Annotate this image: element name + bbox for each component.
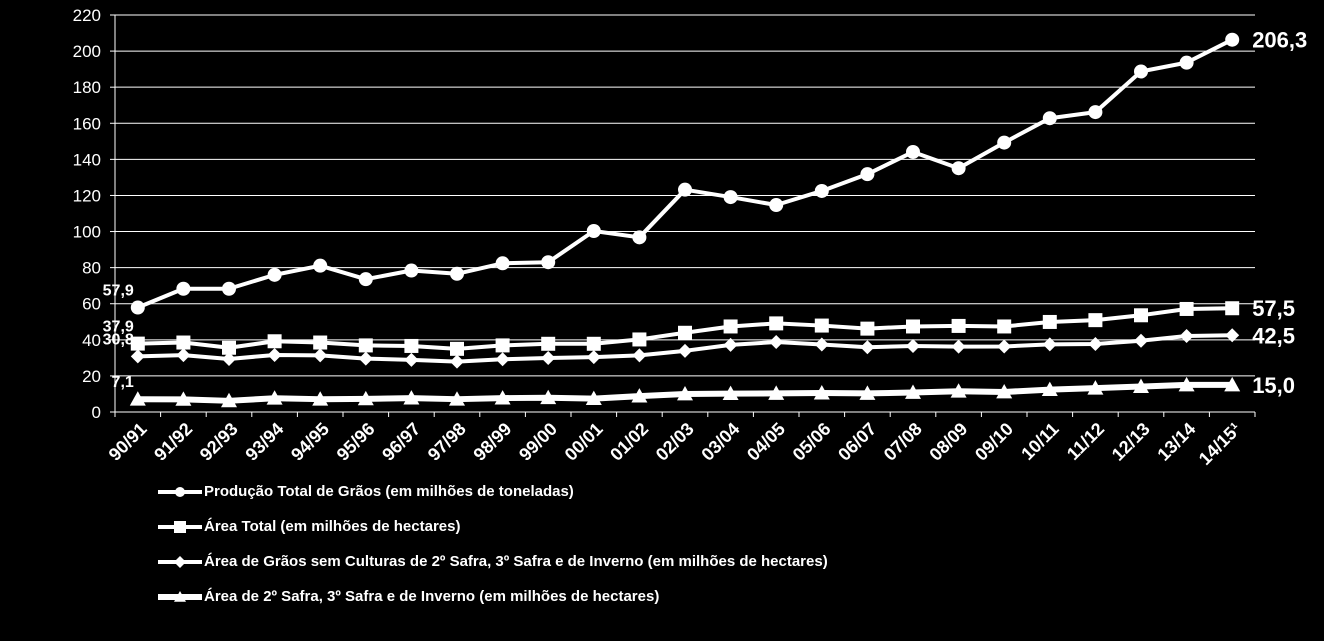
y-tick-label: 200 bbox=[72, 42, 101, 62]
data-point-square bbox=[313, 336, 327, 350]
start-value-label: 30,8 bbox=[102, 331, 134, 349]
data-point-diamond bbox=[313, 348, 327, 362]
data-point-diamond bbox=[174, 556, 186, 568]
data-point-square bbox=[404, 339, 418, 353]
x-tick-label: 09/10 bbox=[971, 418, 1018, 465]
x-tick-label: 01/02 bbox=[606, 418, 653, 465]
data-point-circle bbox=[906, 145, 920, 159]
data-point-circle bbox=[724, 190, 738, 204]
data-point-circle bbox=[496, 256, 510, 270]
data-point-diamond bbox=[1134, 334, 1148, 348]
data-point-diamond bbox=[268, 348, 282, 362]
data-point-square bbox=[268, 334, 282, 348]
series-4 bbox=[130, 377, 1240, 407]
data-point-circle bbox=[815, 184, 829, 198]
data-point-square bbox=[359, 338, 373, 352]
x-tick-label: 13/14 bbox=[1153, 418, 1200, 465]
data-point-circle bbox=[1180, 56, 1194, 70]
data-point-circle bbox=[404, 264, 418, 278]
data-point-diamond bbox=[632, 348, 646, 362]
x-tick-label: 91/92 bbox=[150, 418, 197, 465]
x-tick-label: 12/13 bbox=[1107, 418, 1154, 465]
data-point-diamond bbox=[769, 335, 783, 349]
data-point-circle bbox=[997, 136, 1011, 150]
x-tick-label: 95/96 bbox=[332, 418, 379, 465]
y-tick-label: 140 bbox=[72, 150, 101, 170]
data-point-circle bbox=[587, 224, 601, 238]
data-point-square bbox=[860, 322, 874, 336]
data-point-square bbox=[1180, 302, 1194, 316]
start-value-label: 57,9 bbox=[102, 282, 134, 300]
y-tick-label: 160 bbox=[72, 114, 101, 134]
x-tick-label: 92/93 bbox=[195, 418, 242, 465]
x-tick-label: 10/11 bbox=[1017, 418, 1063, 464]
data-point-square bbox=[1225, 301, 1239, 315]
data-point-square bbox=[952, 319, 966, 333]
data-point-square bbox=[176, 336, 190, 350]
end-value-label: 206,3 bbox=[1252, 27, 1308, 53]
data-point-diamond bbox=[1088, 337, 1102, 351]
x-tick-label: 99/00 bbox=[515, 418, 562, 465]
start-value-label: 7,1 bbox=[111, 374, 134, 392]
y-tick-label: 0 bbox=[91, 403, 101, 422]
data-point-square bbox=[1043, 315, 1057, 329]
x-tick-label: 03/04 bbox=[697, 418, 744, 465]
data-point-circle bbox=[632, 230, 646, 244]
legend bbox=[158, 474, 828, 614]
x-tick-label: 90/91 bbox=[104, 418, 151, 465]
legend-swatch bbox=[158, 482, 202, 502]
y-tick-label: 20 bbox=[82, 366, 101, 386]
legend-item bbox=[158, 544, 828, 579]
legend-swatch bbox=[158, 587, 202, 607]
data-point-diamond bbox=[997, 339, 1011, 353]
data-point-circle bbox=[222, 282, 236, 296]
y-tick-label: 40 bbox=[82, 330, 101, 350]
x-tick-label: 04/05 bbox=[743, 418, 790, 465]
x-tick-label: 08/09 bbox=[925, 418, 972, 465]
y-tick-label: 80 bbox=[82, 258, 101, 278]
data-point-square bbox=[632, 332, 646, 346]
data-point-diamond bbox=[587, 350, 601, 364]
data-point-circle bbox=[1225, 33, 1239, 47]
data-point-diamond bbox=[450, 355, 464, 369]
y-tick-label: 100 bbox=[72, 222, 101, 242]
legend-swatch bbox=[158, 517, 202, 537]
legend-label: Área Total (em milhões de hectares) bbox=[204, 518, 461, 535]
data-point-square bbox=[1134, 308, 1148, 322]
data-point-circle bbox=[952, 161, 966, 175]
data-point-diamond bbox=[541, 351, 555, 365]
data-point-circle bbox=[175, 487, 185, 497]
x-tick-label: 98/99 bbox=[469, 418, 516, 465]
data-point-square bbox=[678, 326, 692, 340]
data-point-diamond bbox=[952, 340, 966, 354]
data-point-square bbox=[1088, 313, 1102, 327]
data-point-circle bbox=[176, 282, 190, 296]
data-point-circle bbox=[1134, 64, 1148, 78]
data-point-circle bbox=[678, 183, 692, 197]
x-tick-label: 96/97 bbox=[378, 418, 425, 465]
data-point-square bbox=[450, 342, 464, 356]
data-point-diamond bbox=[176, 348, 190, 362]
x-tick-label: 93/94 bbox=[241, 418, 288, 465]
legend-item bbox=[158, 509, 828, 544]
y-tick-label: 120 bbox=[72, 186, 101, 206]
series-1 bbox=[131, 33, 1239, 315]
legend-label: Área de Grãos sem Culturas de 2º Safra, 3º Safra e de Inverno (em milhões de hectares) bbox=[204, 553, 828, 570]
end-value-label: 15,0 bbox=[1252, 372, 1296, 398]
x-tick-label: 07/08 bbox=[879, 418, 926, 465]
data-point-square bbox=[769, 316, 783, 330]
legend-label: Produção Total de Grãos (em milhões de toneladas) bbox=[204, 483, 574, 500]
data-point-square bbox=[815, 319, 829, 333]
y-tick-label: 220 bbox=[72, 6, 101, 25]
end-value-label: 57,5 bbox=[1252, 296, 1296, 322]
x-tick-label: 06/07 bbox=[834, 418, 881, 465]
data-point-diamond bbox=[496, 352, 510, 366]
legend-item bbox=[158, 579, 828, 614]
data-point-circle bbox=[541, 255, 555, 269]
x-tick-label: 00/01 bbox=[560, 418, 607, 465]
data-point-circle bbox=[313, 259, 327, 273]
data-point-square bbox=[724, 319, 738, 333]
legend-item bbox=[158, 474, 828, 509]
data-point-circle bbox=[359, 272, 373, 286]
start-value-label: 37,9 bbox=[102, 318, 134, 336]
x-tick-label: 97/98 bbox=[423, 418, 470, 465]
y-tick-label: 60 bbox=[82, 294, 101, 314]
data-point-circle bbox=[268, 268, 282, 282]
data-point-circle bbox=[131, 301, 145, 315]
data-point-diamond bbox=[678, 344, 692, 358]
x-tick-label: 94/95 bbox=[287, 418, 334, 465]
x-tick-label: 11/12 bbox=[1062, 418, 1109, 464]
data-point-square bbox=[496, 338, 510, 352]
data-point-circle bbox=[860, 167, 874, 181]
data-point-diamond bbox=[1180, 329, 1194, 343]
data-point-diamond bbox=[404, 353, 418, 367]
x-tick-label: 14/15¹ bbox=[1194, 418, 1246, 469]
data-point-square bbox=[906, 319, 920, 333]
x-tick-label: 05/06 bbox=[788, 418, 835, 465]
data-point-circle bbox=[450, 267, 464, 281]
legend-swatch bbox=[158, 552, 202, 572]
data-point-diamond bbox=[906, 339, 920, 353]
data-point-circle bbox=[769, 198, 783, 212]
x-tick-label: 02/03 bbox=[651, 418, 698, 465]
data-point-diamond bbox=[359, 352, 373, 366]
data-point-circle bbox=[1043, 111, 1057, 125]
data-point-square bbox=[541, 337, 555, 351]
data-point-square bbox=[174, 521, 186, 533]
data-point-diamond bbox=[860, 340, 874, 354]
data-point-square bbox=[997, 319, 1011, 333]
y-tick-label: 180 bbox=[72, 78, 101, 98]
end-value-label: 42,5 bbox=[1252, 323, 1296, 349]
data-point-circle bbox=[1088, 105, 1102, 119]
data-point-square bbox=[587, 337, 601, 351]
legend-label: Área de 2º Safra, 3º Safra e de Inverno (em milhões de hectares) bbox=[204, 588, 660, 605]
data-point-diamond bbox=[131, 349, 145, 363]
